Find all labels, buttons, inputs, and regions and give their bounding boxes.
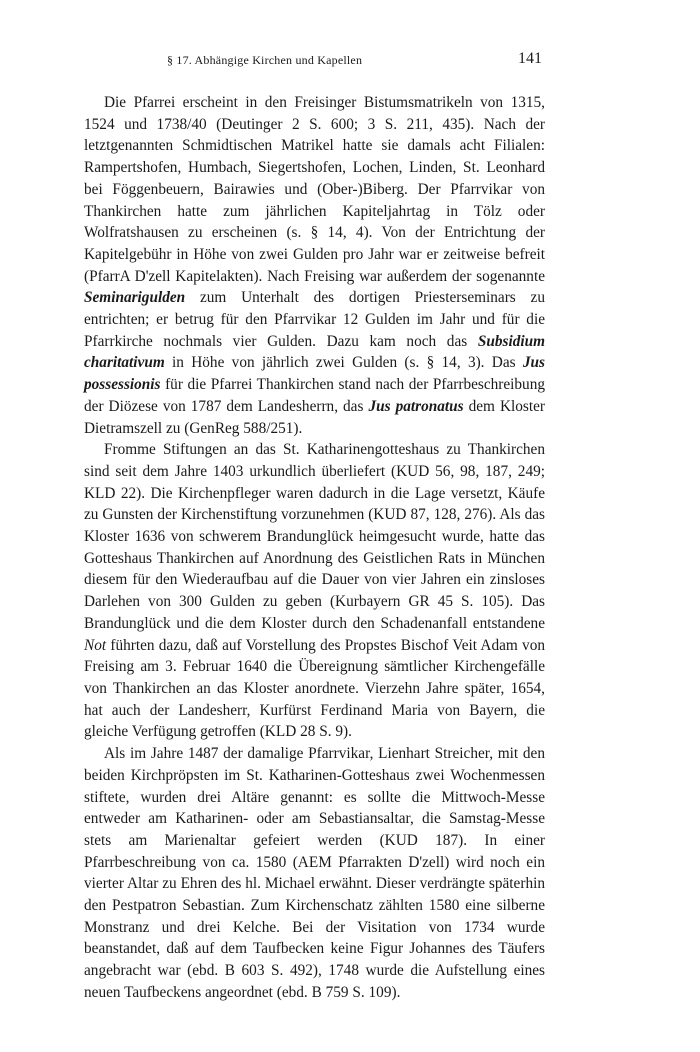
- term-not: Not: [84, 636, 107, 654]
- text-span: in Höhe von jährlich zwei Gulden (s. § 14, 3). Das: [164, 354, 523, 372]
- text-span: führten dazu, daß auf Vorstellung des Propstes Bischof Veit Adam von Freising am 3. Februar 1640 die Übereignung sämtlicher Kirchengefälle von Thankirchen an das Kloster anordnete. Vierzehn Jahre später, 1654, hat auch der Landesherr, Kurfürst Ferdinand Maria von Bayern, die gleiche Verfügung getroffen (KLD 28 S. 9).: [84, 636, 545, 741]
- text-span: Fromme Stiftungen an das St. Katharinengotteshaus zu Thankirchen sind seit dem Jahre 1403 urkundlich überliefert (KUD 56, 98, 187, 249; KLD 22). Die Kirchenpfleger waren dadurch in die Lage versetzt, Käufe zu Gunsten der Kirchenstiftung vorzunehmen (KUD 87, 128, 276). Als das Kloster 1636 von schwerem Brandunglück heimgesucht wurde, hatte das Gotteshaus Thankirchen auf Anordnung des Geistlichen Rats in München diesem für den Wiederaufbau auf die Dauer von vier Jahren ein zinsloses Darlehen von 300 Gulden zu geben (Kurbayern GR 45 S. 105). Das Brandunglück und die dem Kloster durch den Schadenanfall entstandene: [84, 441, 545, 632]
- text-span: dem Kloster Dietramszell zu (GenReg 588/251).: [84, 397, 545, 437]
- page-number: 141: [518, 50, 542, 67]
- text-span: Die Pfarrei erscheint in den Freisinger Bistumsmatrikeln von 1315, 1524 und 1738/40 (Deutinger 2 S. 600; 3 S. 211, 435). Nach der letztgenannten Schmidtischen Matrikel hatte sie damals acht Filialen: Rampertshofen, Humbach, Siegertshofen, Lochen, Linden, St. Leonhard bei Föggenbeuern, Bairawies und (Ober-)Biberg. Der Pfarrvikar von Thankirchen hatte zum jährlichen Kapiteljahrtag in Tölz oder Wolfratshausen zu erscheinen (s. § 14, 4). Von der Entrichtung der Kapitelgebühr in Höhe von zwei Gulden pro Jahr war er zeitweise befreit (PfarrA D'zell Kapitelakten). Nach Freising war außerdem der sogenannte: [84, 94, 545, 285]
- term-jus-patronatus: Jus patronatus: [368, 397, 464, 415]
- running-head: § 17. Abhängige Kirchen und Kapellen: [167, 53, 363, 67]
- term-seminarigulden: Seminarigulden: [84, 289, 186, 307]
- term-subsidium-charitativum: Subsidium charitativum: [84, 332, 545, 372]
- term-jus-possessionis: Jus possessionis: [84, 354, 545, 394]
- text-span: für die Pfarrei Thankirchen stand nach der Pfarrbeschreibung der Diözese von 1787 dem Landesherrn, das: [84, 376, 545, 415]
- text-span: Als im Jahre 1487 der damalige Pfarrvikar, Lienhart Streicher, mit den beiden Kirchpröpsten im St. Katharinen-Gotteshaus zwei Wochenmessen stiftete, wurden drei Altäre genannt: es sollte die Mittwoch-Messe entweder am Katharinen- oder am Sebastiansaltar, die Samstag-Messe stets am Marienaltar gefeiert werden (KUD 187). In einer Pfarrbeschreibung von ca. 1580 (AEM Pfarrakten D'zell) wird noch ein vierter Altar zu Ehren des hl. Michael erwähnt. Dieser verdrängte späterhin den Pestpatron Sebastian. Zum Kirchenschatz zählten 1580 eine silberne Monstranz und drei Kelche. Bei der Visitation von 1734 wurde beanstandet, daß auf dem Taufbecken keine Figur Johannes des Täufers angebracht war (ebd. B 603 S. 492), 1748 wurde die Aufstellung eines neuen Taufbeckens angeordnet (ebd. B 759 S. 109).: [84, 745, 545, 1001]
- text-span: zum Unterhalt des dortigen Priesterseminars zu entrichten; er betrug für den Pfarrvikar 12 Gulden im Jahr und für die Pfarrkirche nochmals vier Gulden. Dazu kam noch das: [84, 289, 545, 350]
- body-text: [84, 92, 545, 1004]
- paragraph: [84, 743, 545, 1003]
- paragraph: [84, 439, 545, 743]
- paragraph: [84, 92, 545, 439]
